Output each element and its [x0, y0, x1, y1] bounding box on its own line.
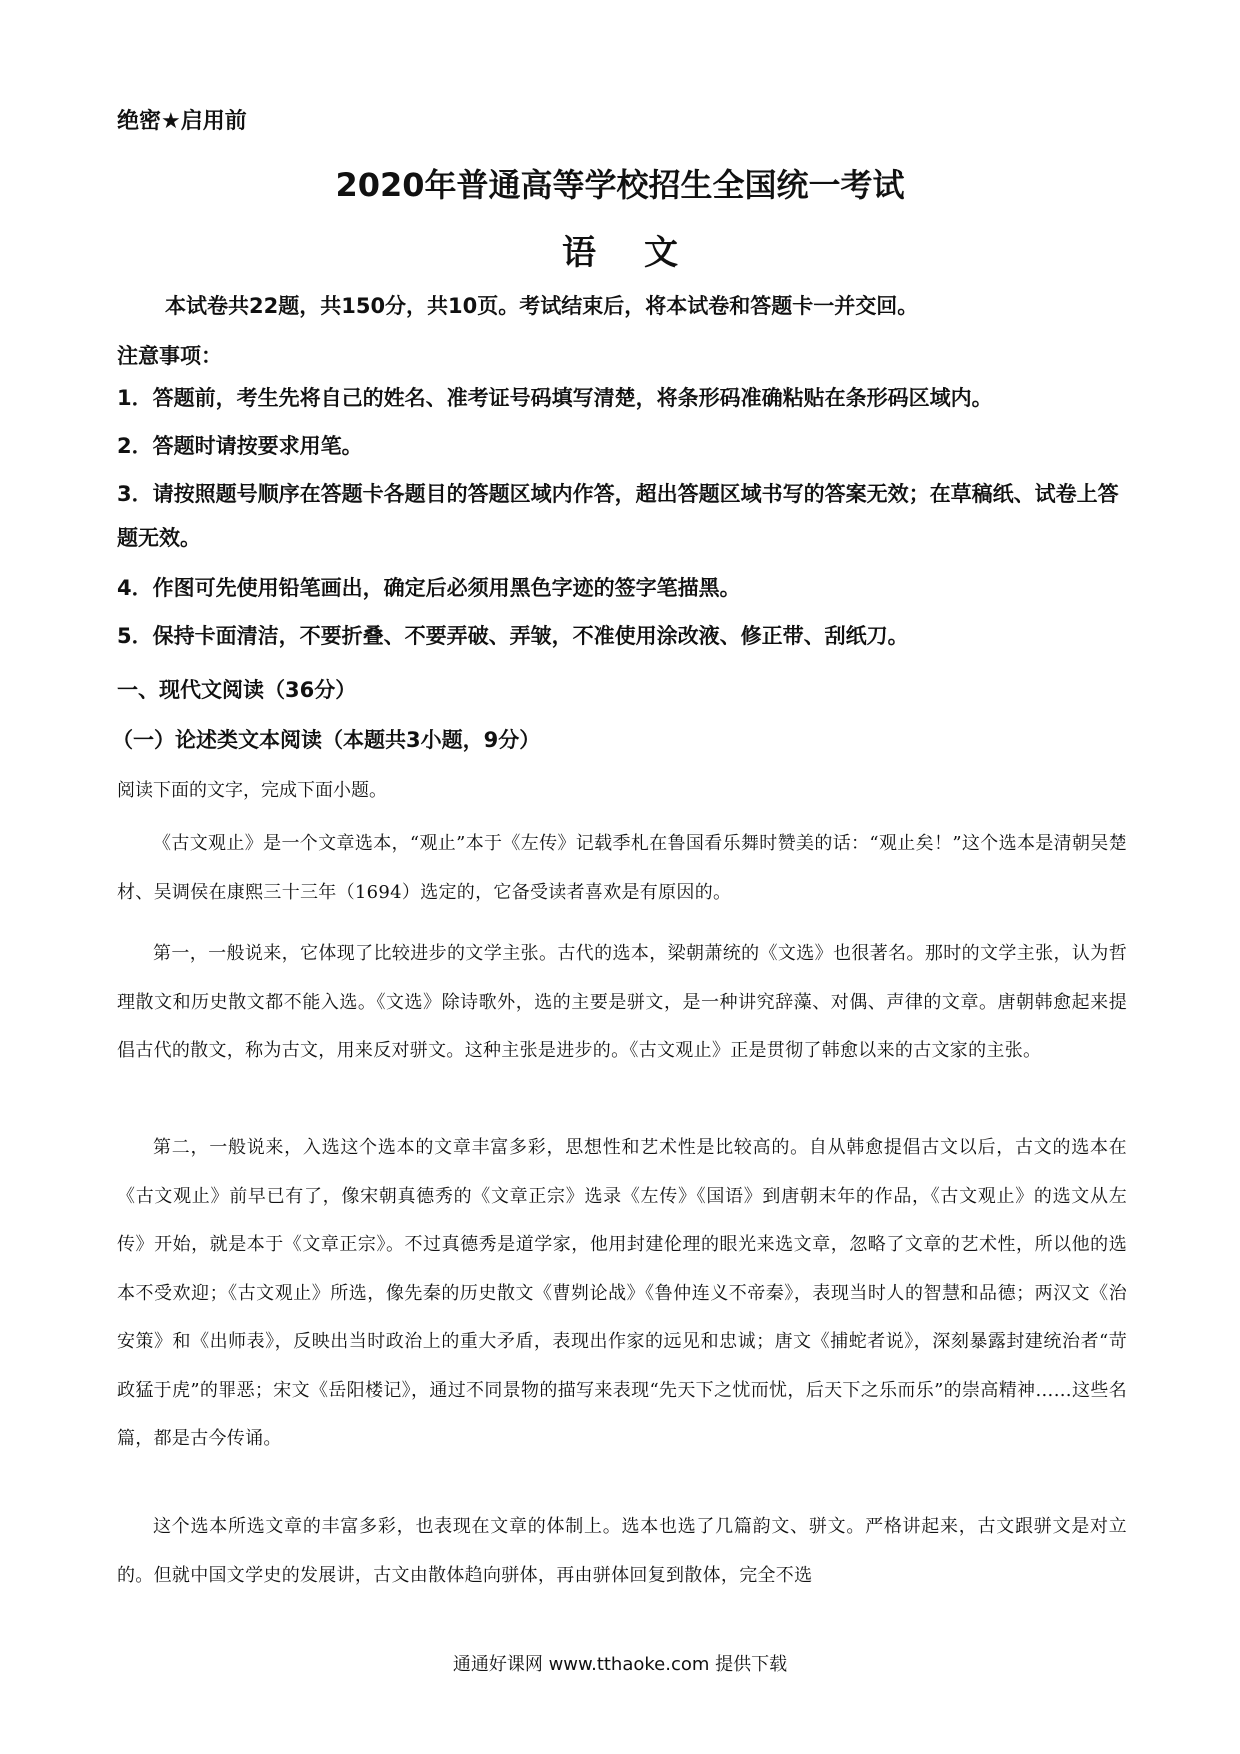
reading-instruction: 阅读下面的文字，完成下面小题。 — [117, 780, 387, 801]
passage-paragraph: 这个选本所选文章的丰富多彩，也表现在文章的体制上。选本也选了几篇韵文、骈文。严格讲起来，古文跟骈文是对立的。但就中国文学史的发展讲，古文由散体趋向骈体，再由骈体回复到散体，完全不选 — [117, 1516, 1127, 1586]
page-title: 2020年普通高等学校招生全国统一考试 — [335, 166, 905, 204]
classified-label: 绝密★启用前 — [117, 109, 247, 134]
notice-item: 1．答题前，考生先将自己的姓名、准考证号码填写清楚，将条形码准确粘贴在条形码区域内。 — [117, 386, 993, 410]
notice-item: 4．作图可先使用铅笔画出，确定后必须用黑色字迹的签字笔描黑。 — [117, 576, 741, 600]
notice-item: 5．保持卡面清洁，不要折叠、不要弄破、弄皱，不准使用涂改液、修正带、刮纸刀。 — [117, 624, 909, 648]
passage-paragraph: 《古文观止》是一个文章选本，“观止”本于《左传》记载季札在鲁国看乐舞时赞美的话：“观止矣！”这个选本是清朝吴楚材、吴调侯在康熙三十三年（1694）选定的，它备受读者喜欢是有原因的。 — [117, 833, 1127, 903]
passage-paragraph: 第一，一般说来，它体现了比较进步的文学主张。古代的选本，梁朝萧统的《文选》也很著名。那时的文学主张，认为哲理散文和历史散文都不能入选。《文选》除诗歌外，选的主要是骈文，是一种讲究辞藻、对偶、声律的文章。唐朝韩愈起来提倡古代的散文，称为古文，用来反对骈文。这种主张是进步的。《古文观止》正是贯彻了韩愈以来的古文家的主张。 — [117, 943, 1127, 1061]
section-heading: 一、现代文阅读（36分） — [117, 678, 357, 702]
subsection-heading: （一）论述类文本阅读（本题共3小题，9分） — [112, 728, 541, 752]
exam-info: 本试卷共22题，共150分，共10页。考试结束后，将本试卷和答题卡一并交回。 — [165, 294, 919, 318]
notice-item: 3．请按照题号顺序在答题卡各题目的答题区域内作答，超出答题区域书写的答案无效；在草稿纸、试卷上答题无效。 — [117, 482, 1119, 550]
notice-item: 2．答题时请按要求用笔。 — [117, 434, 363, 458]
passage-paragraph: 第二，一般说来，入选这个选本的文章丰富多彩，思想性和艺术性是比较高的。自从韩愈提倡古文以后，古文的选本在《古文观止》前早已有了，像宋朝真德秀的《文章正宗》选录《左传》《国语》到唐朝末年的作品，《古文观止》的选文从左传》开始，就是本于《文章正宗》。不过真德秀是道学家，他用封建伦理的眼光来选文章，忽略了文章的艺术性，所以他的选本不受欢迎；《古文观止》所选，像先秦的历史散文《曹刿论战》《鲁仲连义不帝秦》，表现当时人的智慧和品德；两汉文《治安策》和《出师表》，反映出当时政治上的重大矛盾，表现出作家的远见和忠诚；唐文《捕蛇者说》，深刻暴露封建统治者“苛政猛于虎”的罪恶；宋文《岳阳楼记》，通过不同景物的描写来表现“先天下之忧而忧，后天下之乐而乐”的崇高精神……这些名篇，都是古今传诵。 — [117, 1137, 1127, 1449]
notice-title: 注意事项： — [117, 344, 222, 368]
page-footer: 通通好课网 www.tthaoke.com 提供下载 — [452, 1654, 788, 1675]
subject-title: 语文 — [562, 233, 726, 273]
